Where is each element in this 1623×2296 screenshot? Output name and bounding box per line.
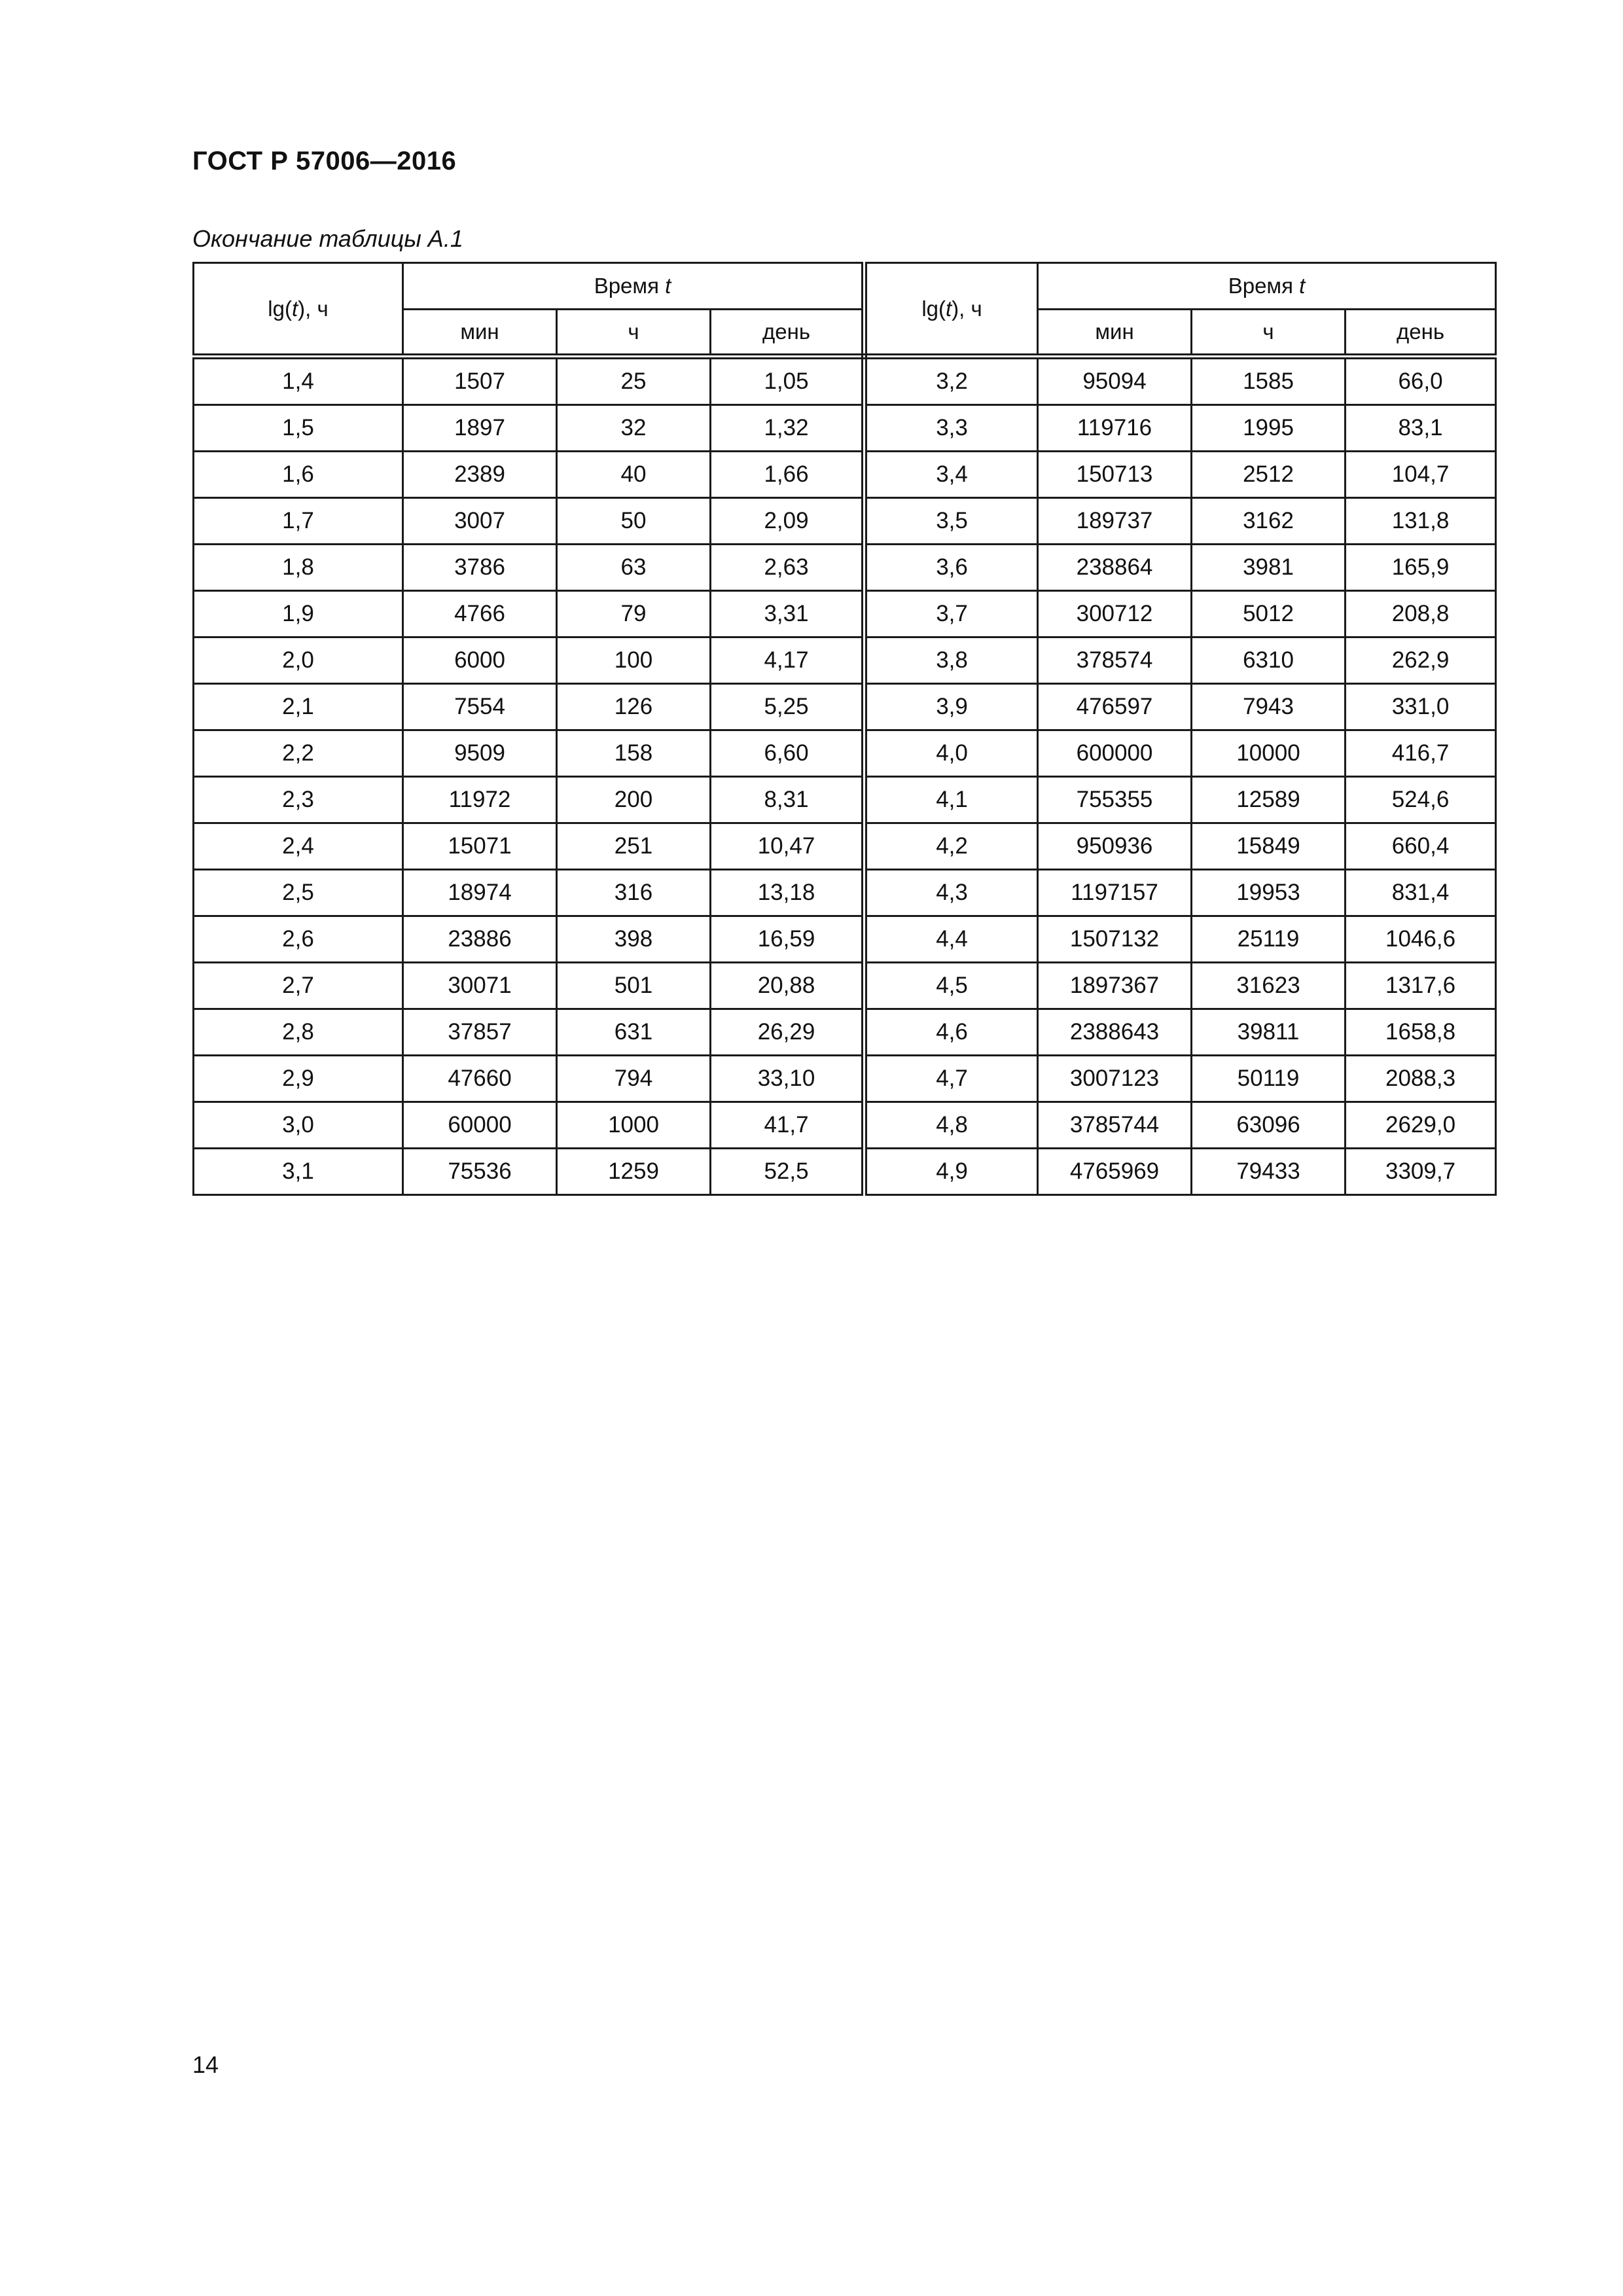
- table-row: [194, 545, 1496, 591]
- table-row: [194, 1009, 1496, 1056]
- table-row: [194, 591, 1496, 637]
- table-cell: 3786: [403, 545, 557, 591]
- table-cell: 50119: [1192, 1056, 1346, 1102]
- table-cell: 47660: [403, 1056, 557, 1102]
- table-row: [194, 357, 1496, 405]
- table-cell: 6,60: [711, 730, 865, 777]
- table-cell: 2,7: [194, 963, 403, 1009]
- table-row: [194, 870, 1496, 916]
- table-cell: 4,1: [865, 777, 1038, 823]
- table-cell: 3,5: [865, 498, 1038, 545]
- table-cell: 2,2: [194, 730, 403, 777]
- table-cell: 331,0: [1346, 684, 1496, 730]
- table-cell: 2512: [1192, 452, 1346, 498]
- table-cell: 10,47: [711, 823, 865, 870]
- table-cell: 10000: [1192, 730, 1346, 777]
- table-cell: 831,4: [1346, 870, 1496, 916]
- table-cell: 416,7: [1346, 730, 1496, 777]
- table-row: [194, 777, 1496, 823]
- table-cell: 2388643: [1038, 1009, 1192, 1056]
- table-cell: 50: [557, 498, 711, 545]
- table-cell: 1,05: [711, 357, 865, 405]
- table-cell: 83,1: [1346, 405, 1496, 452]
- header-time-left: [403, 263, 865, 310]
- header-time-var: t: [1299, 274, 1306, 298]
- header-day-left: день: [711, 310, 865, 357]
- table-cell: 2,5: [194, 870, 403, 916]
- table-cell: 262,9: [1346, 637, 1496, 684]
- table-cell: 189737: [1038, 498, 1192, 545]
- table-cell: 30071: [403, 963, 557, 1009]
- table-row: [194, 452, 1496, 498]
- table-cell: 4766: [403, 591, 557, 637]
- table-cell: 316: [557, 870, 711, 916]
- table-cell: 3,7: [865, 591, 1038, 637]
- table-cell: 3,6: [865, 545, 1038, 591]
- table-cell: 4,3: [865, 870, 1038, 916]
- header-time-label: Время: [594, 274, 666, 298]
- table-cell: 2389: [403, 452, 557, 498]
- table-cell: 66,0: [1346, 357, 1496, 405]
- table-cell: 150713: [1038, 452, 1192, 498]
- table-cell: 60000: [403, 1102, 557, 1149]
- table-cell: 16,59: [711, 916, 865, 963]
- table-cell: 3,31: [711, 591, 865, 637]
- table-cell: 300712: [1038, 591, 1192, 637]
- table-cell: 6310: [1192, 637, 1346, 684]
- header-min-left: мин: [403, 310, 557, 357]
- table-cell: 7554: [403, 684, 557, 730]
- table-cell: 501: [557, 963, 711, 1009]
- table-cell: 20,88: [711, 963, 865, 1009]
- table-cell: 1317,6: [1346, 963, 1496, 1009]
- table-cell: 3,8: [865, 637, 1038, 684]
- table-cell: 3,3: [865, 405, 1038, 452]
- table-cell: 26,29: [711, 1009, 865, 1056]
- table-cell: 39811: [1192, 1009, 1346, 1056]
- table-cell: 2629,0: [1346, 1102, 1496, 1149]
- header-time-right: [1038, 263, 1496, 310]
- table-container: [192, 262, 1495, 1196]
- table-cell: 1,4: [194, 357, 403, 405]
- header-lg-var: t: [946, 296, 952, 321]
- table-cell: 8,31: [711, 777, 865, 823]
- header-lg-suffix: ), ч: [952, 296, 982, 321]
- table-cell: 4765969: [1038, 1149, 1192, 1195]
- table-cell: 131,8: [1346, 498, 1496, 545]
- table-cell: 2,9: [194, 1056, 403, 1102]
- table-cell: 2,3: [194, 777, 403, 823]
- table-cell: 631: [557, 1009, 711, 1056]
- table-cell: 1,5: [194, 405, 403, 452]
- header-lg-prefix: lg(: [921, 296, 946, 321]
- table-cell: 100: [557, 637, 711, 684]
- table-cell: 1259: [557, 1149, 711, 1195]
- table-cell: 63: [557, 545, 711, 591]
- table-cell: 476597: [1038, 684, 1192, 730]
- table-cell: 2,8: [194, 1009, 403, 1056]
- table-cell: 3,0: [194, 1102, 403, 1149]
- table-cell: 4,9: [865, 1149, 1038, 1195]
- table-cell: 6000: [403, 637, 557, 684]
- table-cell: 755355: [1038, 777, 1192, 823]
- table-cell: 11972: [403, 777, 557, 823]
- table-cell: 3007: [403, 498, 557, 545]
- table-cell: 1,9: [194, 591, 403, 637]
- table-cell: 9509: [403, 730, 557, 777]
- table-cell: 200: [557, 777, 711, 823]
- table-cell: 37857: [403, 1009, 557, 1056]
- header-lg-left: [194, 263, 403, 357]
- table-cell: 1507: [403, 357, 557, 405]
- table-cell: 3981: [1192, 545, 1346, 591]
- table-cell: 12589: [1192, 777, 1346, 823]
- document-header: ГОСТ Р 57006—2016: [192, 147, 457, 175]
- table-cell: 238864: [1038, 545, 1192, 591]
- table-cell: 104,7: [1346, 452, 1496, 498]
- table-row: [194, 684, 1496, 730]
- table-row: [194, 823, 1496, 870]
- header-hour-left: ч: [557, 310, 711, 357]
- table-cell: 2,6: [194, 916, 403, 963]
- table-cell: 25: [557, 357, 711, 405]
- table-cell: 2,63: [711, 545, 865, 591]
- table-cell: 119716: [1038, 405, 1192, 452]
- table-cell: 1,66: [711, 452, 865, 498]
- table-cell: 398: [557, 916, 711, 963]
- table-cell: 3007123: [1038, 1056, 1192, 1102]
- table-row: [194, 1102, 1496, 1149]
- table-cell: 2,09: [711, 498, 865, 545]
- table-cell: 2,4: [194, 823, 403, 870]
- table-cell: 4,7: [865, 1056, 1038, 1102]
- page-number: 14: [192, 2051, 219, 2078]
- table-cell: 950936: [1038, 823, 1192, 870]
- table-cell: 3,1: [194, 1149, 403, 1195]
- table-cell: 3,2: [865, 357, 1038, 405]
- table-cell: 5,25: [711, 684, 865, 730]
- table-row: [194, 730, 1496, 777]
- table-cell: 4,0: [865, 730, 1038, 777]
- table-cell: 165,9: [1346, 545, 1496, 591]
- table-row: [194, 637, 1496, 684]
- table-cell: 15071: [403, 823, 557, 870]
- table-cell: 1897: [403, 405, 557, 452]
- table-row: [194, 1056, 1496, 1102]
- table-cell: 1000: [557, 1102, 711, 1149]
- table-body: [194, 357, 1496, 1195]
- table-cell: 126: [557, 684, 711, 730]
- table-cell: 3309,7: [1346, 1149, 1496, 1195]
- table-cell: 33,10: [711, 1056, 865, 1102]
- table-cell: 3162: [1192, 498, 1346, 545]
- table-cell: 2,1: [194, 684, 403, 730]
- table-row: [194, 498, 1496, 545]
- header-lg-right: [865, 263, 1038, 357]
- table-cell: 1585: [1192, 357, 1346, 405]
- table-cell: 2088,3: [1346, 1056, 1496, 1102]
- table-cell: 23886: [403, 916, 557, 963]
- table-cell: 4,2: [865, 823, 1038, 870]
- table-cell: 4,6: [865, 1009, 1038, 1056]
- table-cell: 378574: [1038, 637, 1192, 684]
- table-cell: 32: [557, 405, 711, 452]
- table-cell: 4,8: [865, 1102, 1038, 1149]
- table-row: [194, 963, 1496, 1009]
- table-cell: 95094: [1038, 357, 1192, 405]
- header-day-right: день: [1346, 310, 1496, 357]
- table-caption: Окончание таблицы А.1: [192, 225, 463, 252]
- table-cell: 208,8: [1346, 591, 1496, 637]
- table-cell: 40: [557, 452, 711, 498]
- table-cell: 18974: [403, 870, 557, 916]
- table-cell: 660,4: [1346, 823, 1496, 870]
- table-cell: 524,6: [1346, 777, 1496, 823]
- table-cell: 1995: [1192, 405, 1346, 452]
- table-row: [194, 405, 1496, 452]
- table-cell: 52,5: [711, 1149, 865, 1195]
- table-cell: 600000: [1038, 730, 1192, 777]
- table-cell: 13,18: [711, 870, 865, 916]
- header-min-right: мин: [1038, 310, 1192, 357]
- table-cell: 5012: [1192, 591, 1346, 637]
- time-conversion-table: [192, 262, 1497, 1196]
- table-cell: 1046,6: [1346, 916, 1496, 963]
- table-cell: 1197157: [1038, 870, 1192, 916]
- table-cell: 1,32: [711, 405, 865, 452]
- table-cell: 79: [557, 591, 711, 637]
- table-cell: 31623: [1192, 963, 1346, 1009]
- table-cell: 75536: [403, 1149, 557, 1195]
- table-cell: 158: [557, 730, 711, 777]
- table-row: [194, 1149, 1496, 1195]
- table-cell: 1507132: [1038, 916, 1192, 963]
- table-cell: 4,17: [711, 637, 865, 684]
- table-cell: 4,5: [865, 963, 1038, 1009]
- table-cell: 7943: [1192, 684, 1346, 730]
- header-lg-prefix: lg(: [268, 296, 292, 321]
- table-cell: 3785744: [1038, 1102, 1192, 1149]
- table-cell: 3,4: [865, 452, 1038, 498]
- table-cell: 1658,8: [1346, 1009, 1496, 1056]
- table-cell: 1,7: [194, 498, 403, 545]
- header-time-label: Время: [1228, 274, 1300, 298]
- table-cell: 4,4: [865, 916, 1038, 963]
- header-lg-var: t: [291, 296, 298, 321]
- table-row: [194, 916, 1496, 963]
- table-cell: 794: [557, 1056, 711, 1102]
- table-cell: 79433: [1192, 1149, 1346, 1195]
- table-cell: 2,0: [194, 637, 403, 684]
- table-cell: 251: [557, 823, 711, 870]
- table-cell: 25119: [1192, 916, 1346, 963]
- table-cell: 15849: [1192, 823, 1346, 870]
- table-cell: 3,9: [865, 684, 1038, 730]
- table-cell: 41,7: [711, 1102, 865, 1149]
- table-cell: 1897367: [1038, 963, 1192, 1009]
- header-lg-suffix: ), ч: [298, 296, 329, 321]
- table-cell: 1,6: [194, 452, 403, 498]
- table-cell: 63096: [1192, 1102, 1346, 1149]
- header-hour-right: ч: [1192, 310, 1346, 357]
- header-time-var: t: [665, 274, 671, 298]
- table-cell: 19953: [1192, 870, 1346, 916]
- table-cell: 1,8: [194, 545, 403, 591]
